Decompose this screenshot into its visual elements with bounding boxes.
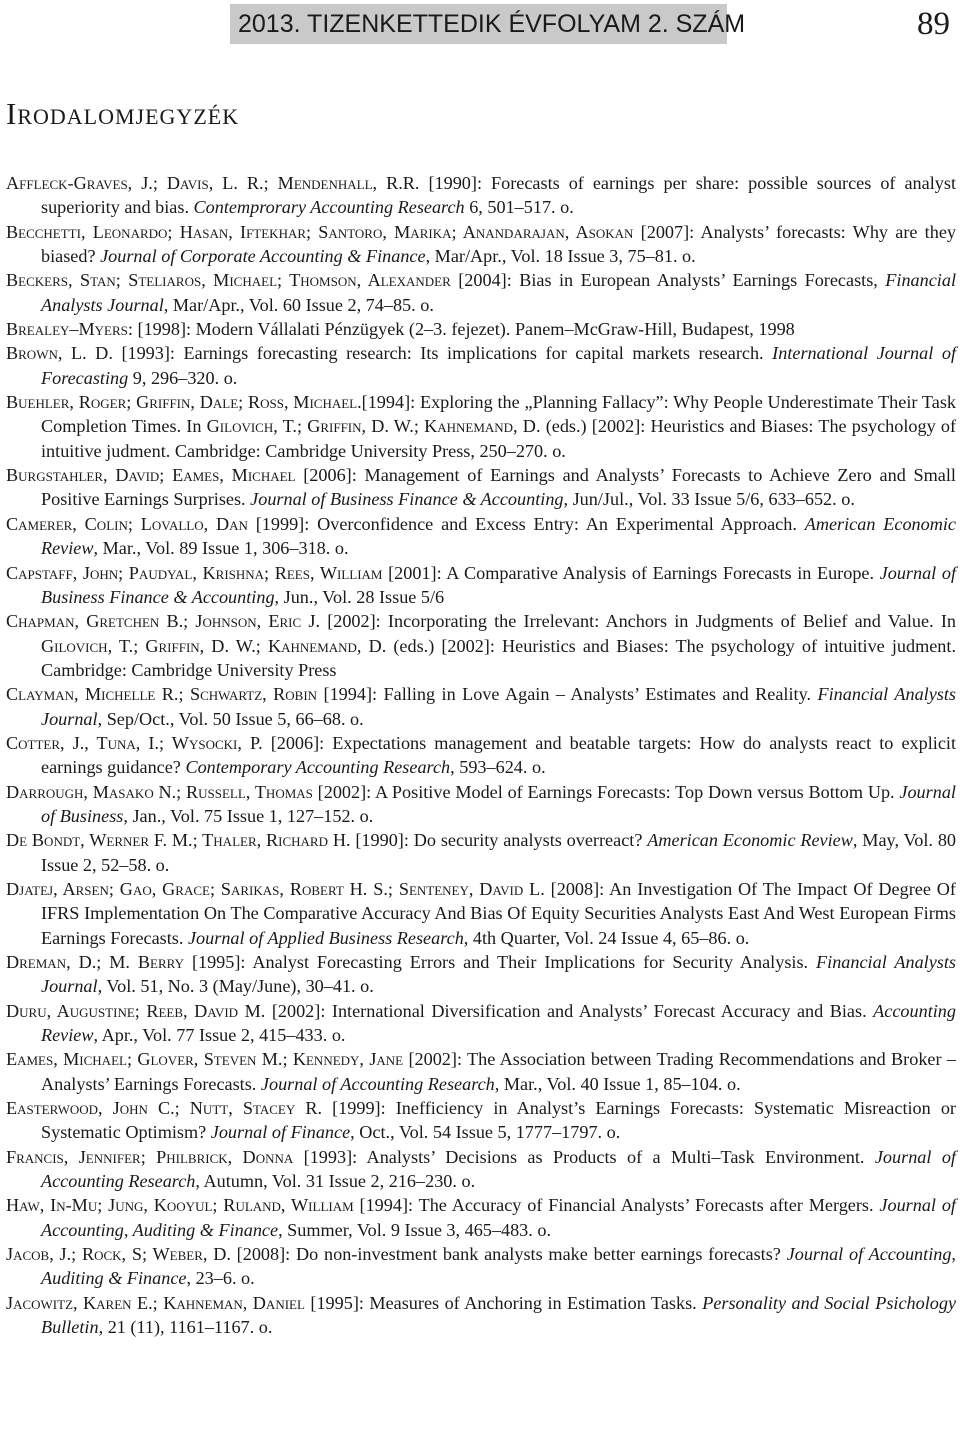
reference-text: , 4th Quarter, Vol. 24 Issue 4, 65–86. o. — [463, 927, 750, 948]
reference-entry — [6, 341, 956, 390]
section-title: Irodalomjegyzék — [6, 96, 240, 131]
reference-text: , Mar., Vol. 89 Issue 1, 306–318. o. — [93, 538, 349, 559]
reference-entry — [6, 268, 956, 317]
reference-entry — [6, 950, 956, 999]
reference-entry — [6, 317, 956, 341]
reference-authors: Jacowitz, Karen E.; Kahneman, Daniel — [6, 1292, 305, 1313]
reference-entry — [6, 828, 956, 877]
reference-authors: Duru, Augustine; Reeb, David M. — [6, 1000, 266, 1021]
reference-text: [1995]: Analyst Forecasting Errors and Their Implications for Security Analysis. — [184, 952, 817, 972]
reference-text: [2002]: Incorporating the Irrelevant: Anchors in Judgments of Belief and Value. In — [320, 611, 956, 632]
reference-text: [2002]: A Positive Model of Earnings Forecasts: Top Down versus Bottom Up. — [312, 781, 900, 802]
reference-authors: Dreman, D.; M. Berry — [6, 952, 184, 972]
reference-source: Journal of Accounting, Auditing & Finance — [41, 1195, 956, 1240]
reference-entry — [6, 999, 956, 1048]
reference-entry — [6, 171, 956, 220]
reference-text: , 593–624. o. — [450, 757, 546, 778]
reference-source: Financial Analysts Journal — [41, 270, 956, 315]
reference-text: , Jan., Vol. 75 Issue 1, 127–152. o. — [123, 805, 374, 826]
reference-list — [6, 171, 956, 1340]
reference-text: [2004]: Bias in European Analysts’ Earnings Forecasts, — [450, 270, 886, 291]
reference-text: [1990]: Forecasts of earnings per share: possible sources of analyst superiority and bias. — [41, 173, 956, 218]
reference-authors: Eames, Michael; Glover, Steven M.; Kennedy, Jane — [6, 1049, 404, 1070]
reference-entry — [6, 682, 956, 731]
reference-entry — [6, 1193, 956, 1242]
reference-source: Accounting Review — [41, 1000, 956, 1046]
reference-source: American Economic Review — [41, 513, 956, 559]
reference-text: 6, 501–517. o. — [464, 197, 574, 218]
reference-entry — [6, 731, 956, 780]
reference-text: , Mar/Apr., Vol. 18 Issue 3, 75–81. o. — [425, 246, 696, 267]
reference-source: Journal of Accounting, Auditing & Finance — [41, 1244, 956, 1289]
reference-source: Contemporary Accounting Research — [185, 757, 451, 778]
reference-text: [2006]: Expectations management and beatable targets: How do analysts react to explicit earnings guidance? — [41, 732, 956, 778]
reference-source: International Journal of Forecasting — [41, 343, 957, 388]
reference-text: , Oct., Vol. 54 Issue 5, 1777–1797. o. — [350, 1122, 621, 1143]
reference-entry — [6, 561, 956, 610]
reference-text: [2006]: Management of Earnings and Analysts’ Forecasts to Achieve Zero and Small Positive Earnings Surprises. — [41, 465, 956, 510]
reference-authors: Capstaff, John; Paudyal, Krishna; Rees, William — [6, 562, 383, 583]
reference-text: , Mar/Apr., Vol. 60 Issue 2, 74–85. o. — [163, 294, 434, 315]
reference-text: 9, 296–320. o. — [128, 367, 238, 388]
running-header-title: 2013. TIZENKETTEDIK ÉVFOLYAM 2. SZÁM — [238, 10, 746, 38]
reference-text: (eds.) [2002]: Heuristics and Biases: The psychology of intuitive judment. Cambridge: Cambridge University Press — [41, 635, 956, 680]
reference-authors: Burgstahler, David; Eames, Michael — [6, 465, 296, 486]
reference-entry — [6, 390, 956, 463]
page-number: 89 — [917, 6, 950, 42]
reference-text: [1994]: Exploring the „Planning Fallacy”: Why People Underestimate Their Task Completion Times. In — [41, 392, 956, 437]
reference-entry — [6, 609, 956, 682]
reference-source: Journal of Corporate Accounting & Finance — [100, 246, 426, 267]
reference-text: [1999]: Overconfidence and Excess Entry: An Experimental Approach. — [247, 513, 805, 534]
reference-source: Journal of Applied Business Research — [187, 927, 464, 948]
reference-text: [1990]: Do security analysts overreact? — [350, 830, 648, 851]
reference-entry — [6, 463, 956, 512]
reference-entry — [6, 877, 956, 950]
reference-text: (eds.) [2002]: Heuristics and Biases: The psychology of intuitive judment. Cambridge: Cambridge University Press, 250–270. o. — [41, 416, 957, 461]
reference-source: Journal of Business Finance & Accounting — [250, 489, 564, 510]
reference-text: [2002]: The Association between Trading Recommendations and Broker – Analysts’ Earnings Forecasts. — [41, 1049, 956, 1094]
reference-text: , Jun/Jul., Vol. 33 Issue 5/6, 633–652. o. — [563, 489, 855, 510]
reference-authors: Darrough, Masako N.; Russell, Thomas — [6, 781, 313, 802]
reference-entry — [6, 1047, 956, 1096]
reference-text: , Jun., Vol. 28 Issue 5/6 — [274, 586, 445, 607]
reference-text: , Apr., Vol. 77 Issue 2, 415–433. o. — [93, 1025, 346, 1046]
reference-text: [1995]: Measures of Anchoring in Estimation Tasks. — [304, 1292, 703, 1313]
reference-authors: Clayman, Michelle R.; Schwartz, Robin — [6, 684, 318, 705]
reference-authors: Haw, In-Mu; Jung, Kooyul; Ruland, William — [6, 1195, 354, 1216]
reference-authors: Easterwood, John C.; Nutt, Stacey R. — [6, 1098, 323, 1119]
reference-text: [1993]: Earnings forecasting research: Its implications for capital markets research. — [112, 343, 773, 364]
reference-text: , 23–6. o. — [186, 1268, 255, 1289]
reference-authors: Djatej, Arsen; Gao, Grace; Sarikas, Robert H. S.; Senteney, David L. — [6, 878, 545, 899]
reference-entry — [6, 220, 956, 269]
reference-text: [2007]: Analysts’ forecasts: Why are they biased? — [41, 221, 956, 267]
reference-authors: Becchetti, Leonardo; Hasan, Iftekhar; Santoro, Marika; Anandarajan, Asokan — [6, 221, 634, 242]
reference-text: , Vol. 51, No. 3 (May/June), 30–41. o. — [97, 976, 374, 997]
reference-entry — [6, 1242, 956, 1291]
reference-entry — [6, 1291, 956, 1340]
reference-text: [2008]: An Investigation Of The Impact Of Degree Of IFRS Implementation On The Comparative Accuracy And Bias Of Equity Securities Analysts East And West European Firms Earnings Forecasts. — [41, 878, 956, 948]
reference-text: [2008]: Do non-investment bank analysts make better earnings forecasts? — [230, 1244, 787, 1265]
reference-authors: Gilovich, T.; Griffin, D. W.; Kahnemand, D. — [206, 416, 541, 437]
reference-authors: Jacob, J.; Rock, S; Weber, D. — [6, 1244, 231, 1265]
reference-authors: Affleck-Graves, J.; Davis, L. R.; Mendenhall, R.R. — [6, 173, 420, 193]
reference-entry — [6, 780, 956, 829]
reference-text: [1994]: Falling in Love Again – Analysts’ Estimates and Reality. — [317, 684, 818, 705]
reference-source: Journal of Finance — [210, 1122, 351, 1143]
reference-text: : [1998]: Modern Vállalati Pénzügyek (2–3. fejezet). Panem–McGraw-Hill, Budapest, 1998 — [127, 319, 795, 340]
reference-source: Personality and Social Psichology Bulletin — [41, 1292, 957, 1338]
reference-authors: Gilovich, T.; Griffin, D. W.; Kahnemand, D. — [41, 635, 387, 656]
reference-text: , May, Vol. 80 Issue 2, 52–58. o. — [41, 830, 957, 875]
reference-authors: Brown, L. D. — [6, 343, 113, 364]
reference-text: , Summer, Vol. 9 Issue 3, 465–483. o. — [278, 1219, 552, 1240]
reference-authors: Brealey–Myers — [6, 319, 128, 340]
reference-source: Journal of Accounting Research — [41, 1146, 956, 1192]
reference-text: , Autumn, Vol. 31 Issue 2, 216–230. o. — [195, 1171, 476, 1192]
reference-text: [2001]: A Comparative Analysis of Earnings Forecasts in Europe. — [382, 562, 880, 583]
reference-text: [1999]: Inefficiency in Analyst’s Earnings Forecasts: Systematic Misreaction or Systematic Optimism? — [41, 1098, 956, 1143]
reference-source: Financial Analysts Journal — [41, 684, 956, 729]
reference-authors: Cotter, J., Tuna, I.; Wysocki, P. — [6, 732, 263, 753]
reference-entry — [6, 512, 956, 561]
reference-entry — [6, 1145, 956, 1194]
reference-authors: Francis, Jennifer; Philbrick, Donna — [6, 1146, 294, 1167]
reference-source: Contemprorary Accounting Research — [193, 197, 465, 218]
reference-authors: De Bondt, Werner F. M.; Thaler, Richard H. — [6, 830, 351, 851]
reference-entry — [6, 1096, 956, 1145]
reference-source: Journal of Accounting Research — [260, 1073, 495, 1094]
reference-text: [2002]: International Diversification and Analysts’ Forecast Accuracy and Bias. — [265, 1000, 874, 1021]
reference-source: American Economic Review — [647, 830, 853, 851]
reference-authors: Chapman, Gretchen B.; Johnson, Eric J. — [6, 611, 320, 632]
reference-text: , Sep/Oct., Vol. 50 Issue 5, 66–68. o. — [97, 708, 364, 729]
reference-source: Financial Analysts Journal — [41, 952, 956, 997]
reference-authors: Camerer, Colin; Lovallo, Dan — [6, 513, 248, 534]
reference-text: [1993]: Analysts’ Decisions as Products of a Multi–Task Environment. — [293, 1146, 875, 1167]
reference-source: Journal of Business Finance & Accounting — [41, 562, 957, 607]
reference-text: [1994]: The Accuracy of Financial Analysts’ Forecasts after Mergers. — [353, 1195, 880, 1216]
reference-authors: Beckers, Stan; Steliaros, Michael; Thomson, Alexander — [6, 270, 451, 291]
reference-text: , Mar., Vol. 40 Issue 1, 85–104. o. — [494, 1073, 741, 1094]
reference-text: , 21 (11), 1161–1167. o. — [98, 1317, 273, 1338]
reference-authors: Buehler, Roger; Griffin, Dale; Ross, Michael. — [6, 392, 362, 413]
reference-source: Journal of Business — [41, 781, 956, 826]
